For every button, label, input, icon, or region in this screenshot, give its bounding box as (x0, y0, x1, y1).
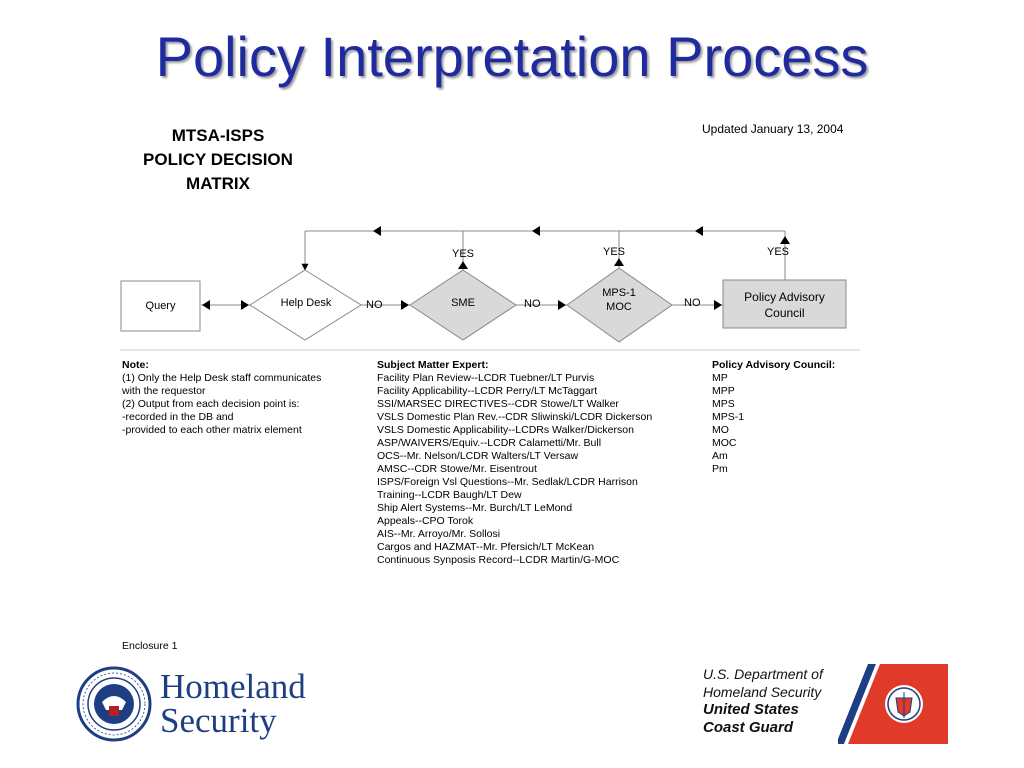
sme-line: Ship Alert Systems--Mr. Burch/LT LeMond (377, 502, 573, 514)
note-line: (2) Output from each decision point is: (122, 398, 300, 410)
uscg-wordmark (703, 665, 823, 737)
pac-line: MPS (712, 398, 735, 410)
mps1-moc-label (589, 286, 649, 314)
help-desk-label: Help Desk (280, 297, 332, 309)
uscg-line-4: Coast Guard (703, 719, 794, 736)
sme-line: VSLS Domestic Applicability--LCDRs Walker/Dickerson (377, 424, 634, 436)
feedback-arrow-1 (373, 226, 381, 236)
edge-label-yes-2: YES (603, 246, 626, 258)
note-line: with the requestor (122, 385, 206, 397)
uscg-line-3: United States (703, 701, 799, 718)
note-column (122, 359, 321, 437)
sme-line: Continuous Synposis Record--LCDR Martin/G-MOC (377, 554, 620, 566)
homeland-word: Homeland (160, 667, 306, 706)
pac-line: MOC (712, 437, 737, 449)
edge-label-no-3: NO (684, 297, 701, 309)
query-label: Query (145, 300, 176, 312)
yes-arrow-sme (458, 261, 468, 269)
edge-label-no-1: NO (366, 299, 383, 311)
sme-label: SME (451, 297, 475, 309)
pac-line: MPS-1 (712, 411, 745, 423)
arrow-left-query (202, 300, 210, 310)
pac-column (712, 359, 835, 476)
sme-heading: Subject Matter Expert: (377, 359, 489, 371)
page-title: Policy Interpretation Process (155, 25, 869, 88)
edge-label-no-2: NO (524, 298, 541, 310)
moc-label: MOC (606, 301, 632, 313)
updated-date: Updated January 13, 2004 (702, 122, 844, 136)
pac-line: MP (712, 372, 728, 384)
sme-line: Cargos and HAZMAT--Mr. Pfersich/LT McKean (377, 541, 595, 553)
sme-line: Facility Applicability--LCDR Perry/LT McTaggart (377, 385, 598, 397)
note-line: -recorded in the DB and (122, 411, 234, 423)
sme-line: ISPS/Foreign Vsl Questions--Mr. Sedlak/LCDR Harrison (377, 476, 638, 488)
coast-guard-stripe-logo (838, 664, 948, 744)
sme-line: Training--LCDR Baugh/LT Dew (377, 489, 522, 501)
sme-line: SSI/MARSEC DIRECTIVES--CDR Stowe/LT Walker (377, 398, 619, 410)
arrow-to-pac (714, 300, 722, 310)
matrix-title-line-2: POLICY DECISION (143, 150, 293, 169)
arrow-to-moc (558, 300, 566, 310)
yes-arrow-pac (780, 236, 790, 244)
pac-line: MPP (712, 385, 735, 397)
pac-label-line-2: Council (764, 306, 805, 320)
matrix-title-line-3: MATRIX (186, 174, 250, 193)
edge-label-yes-1: YES (452, 248, 475, 260)
note-line: -provided to each other matrix element (122, 424, 302, 436)
uscg-line-2: Homeland Security (703, 684, 822, 700)
sme-line: Appeals--CPO Torok (377, 515, 474, 527)
sme-column (377, 359, 652, 567)
edge-label-yes-3: YES (767, 246, 790, 258)
feedback-arrow-3 (695, 226, 703, 236)
sme-line: AIS--Mr. Arroyo/Mr. Sollosi (377, 528, 501, 540)
note-heading: Note: (122, 359, 149, 371)
arrow-to-sme (401, 300, 409, 310)
pac-line: Am (712, 450, 728, 462)
mps1-label: MPS-1 (602, 287, 636, 299)
enclosure-label: Enclosure 1 (122, 640, 178, 652)
arrow-right-help (241, 300, 249, 310)
pac-heading: Policy Advisory Council: (712, 359, 836, 371)
pac-line: Pm (712, 463, 728, 475)
dhs-seal-logo (76, 666, 152, 742)
pac-label (723, 289, 846, 321)
sme-line: ASP/WAIVERS/Equiv.--LCDR Calametti/Mr. Bull (377, 437, 602, 449)
pac-label-line-1: Policy Advisory (744, 290, 825, 304)
note-line: (1) Only the Help Desk staff communicates (122, 372, 322, 384)
matrix-title-line-1: MTSA-ISPS (171, 126, 265, 145)
pac-line: MO (712, 424, 729, 436)
sme-line: OCS--Mr. Nelson/LCDR Walters/LT Versaw (377, 450, 579, 462)
feedback-arrow-2 (532, 226, 540, 236)
sme-line: VSLS Domestic Plan Rev.--CDR Sliwinski/LCDR Dickerson (377, 411, 653, 423)
sme-line: Facility Plan Review--LCDR Tuebner/LT Purvis (377, 372, 595, 384)
homeland-security-wordmark (160, 667, 306, 740)
security-word: Security (160, 701, 277, 740)
yes-arrow-moc (614, 258, 624, 266)
uscg-line-1: U.S. Department of (703, 666, 823, 682)
sme-line: AMSC--CDR Stowe/Mr. Eisentrout (377, 463, 537, 475)
